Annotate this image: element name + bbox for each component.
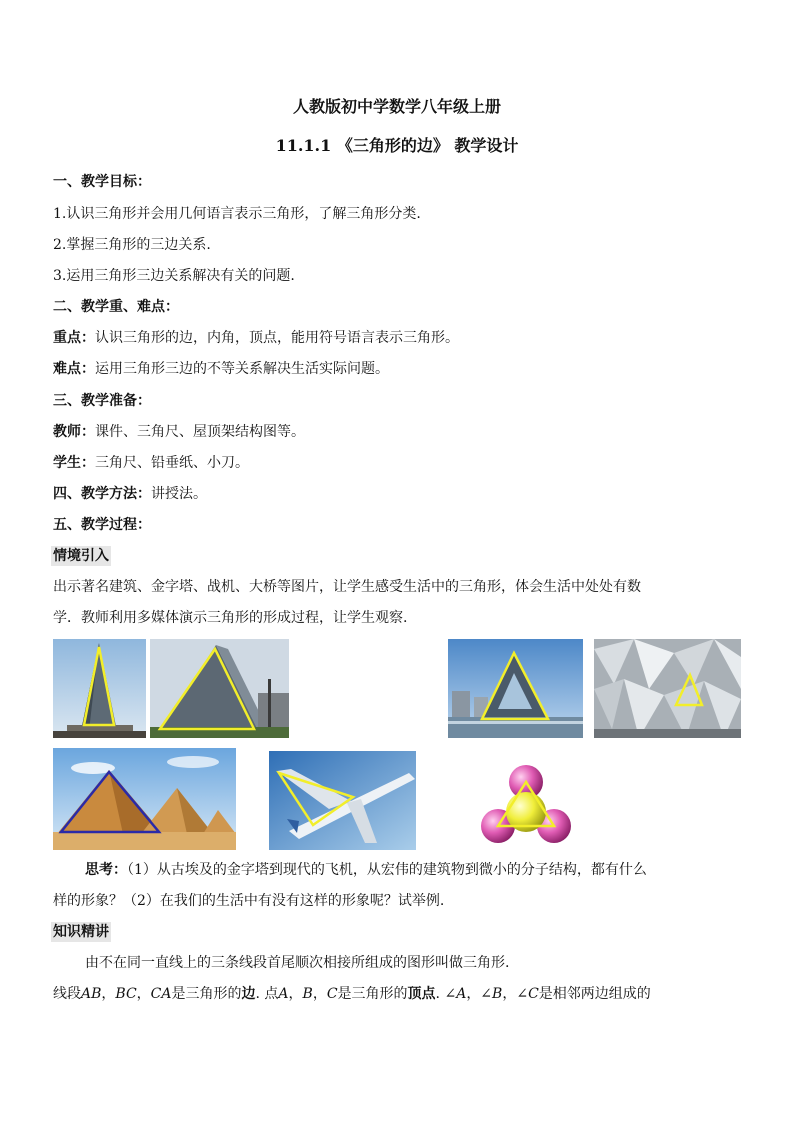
section5-heading: 五、教学过程： (53, 517, 151, 533)
hard-label: 难点： (53, 361, 95, 377)
teacher-prep (53, 422, 305, 442)
term-edge: 边 (241, 986, 256, 1002)
teacher-label: 教师： (53, 424, 95, 440)
section3-heading: 三、教学准备： (53, 393, 151, 409)
angle-b: B (492, 986, 503, 1002)
tower-photo (53, 639, 146, 738)
angle-a: A (456, 986, 467, 1002)
intro-line-1: 出示著名建筑、金字塔、战机、大桥等图片，让学生感受生活中的三角形，体会生活中处处有数 (53, 579, 641, 595)
segment-ab: AB (81, 986, 102, 1002)
point-b: B (302, 986, 313, 1002)
section2-heading: 二、教学重、难点： (53, 299, 179, 315)
section1-heading: 一、教学目标： (53, 174, 151, 190)
intro-tag: 情境引入 (53, 548, 109, 564)
teacher-text: 课件、三角尺、屋顶架结构图等。 (95, 424, 305, 440)
terms-sep-6: ，∠ (502, 986, 529, 1002)
think-text-1: （1）从古埃及的金字塔到现代的飞机，从宏伟的建筑物到微小的分子结构，都有什么 (127, 862, 647, 878)
objective-2: 2.掌握三角形的三边关系. (53, 237, 211, 253)
term-vertex: 顶点 (407, 986, 436, 1002)
terms-sep-1: ， (101, 986, 116, 1002)
section4-text: 讲授法。 (151, 486, 207, 502)
student-label: 学生： (53, 455, 95, 471)
bridge-arch-photo (448, 639, 583, 738)
terms-text-1: 线段 (53, 986, 81, 1002)
pyramids-photo (53, 748, 236, 850)
airplane-photo (269, 751, 416, 850)
facade-photo (594, 639, 741, 738)
intro-line-2: 学．教师利用多媒体演示三角形的形成过程，让学生观察. (53, 610, 408, 626)
doc-subtitle: 11.1.1 《三角形的边》 教学设计 (275, 136, 519, 155)
terms-text-5: . ∠ (435, 986, 457, 1002)
knowledge-tag: 知识精讲 (53, 924, 109, 940)
objective-1: 1.认识三角形并会用几何语言表示三角形，了解三角形分类. (53, 206, 421, 222)
segment-bc: BC (115, 986, 137, 1002)
terms-sep-3: ， (288, 986, 303, 1002)
hard-text: 运用三角形三边的不等关系解决生活实际问题。 (95, 361, 389, 377)
section4 (53, 484, 207, 504)
student-prep (53, 453, 249, 473)
terms-text-2: 是三角形的 (171, 986, 242, 1002)
point-c: C (326, 986, 338, 1002)
objective-3: 3.运用三角形三边关系解决有关的问题. (53, 268, 295, 284)
terms-text-3: . 点 (255, 986, 279, 1002)
terms-sep-5: ，∠ (466, 986, 493, 1002)
key-label: 重点： (53, 330, 95, 346)
point-a: A (278, 986, 289, 1002)
hard-point (53, 359, 389, 379)
terms-sep-2: ， (136, 986, 151, 1002)
section4-heading: 四、教学方法： (53, 486, 151, 502)
key-point (53, 328, 459, 348)
think-line-1 (85, 860, 647, 880)
terms-sep-4: ， (312, 986, 327, 1002)
doc-title: 人教版初中学数学八年级上册 (292, 97, 501, 116)
definition-line: 由不在同一直线上的三条线段首尾顺次相接所组成的图形叫做三角形. (85, 955, 510, 971)
student-text: 三角尺、铅垂纸、小刀。 (95, 455, 249, 471)
key-text: 认识三角形的边，内角，顶点，能用符号语言表示三角形。 (95, 330, 459, 346)
terms-line (53, 984, 651, 1004)
glass-building-photo (150, 639, 289, 738)
think-label: 思考： (85, 862, 127, 878)
angle-c: C (528, 986, 539, 1002)
segment-ca: CA (150, 986, 172, 1002)
molecule-image (478, 760, 574, 850)
terms-text-4: 是三角形的 (337, 986, 408, 1002)
think-line-2: 样的形象？（2）在我们的生活中有没有这样的形象呢？试举例. (53, 893, 445, 909)
terms-text-6: 是相邻两边组成的 (538, 986, 651, 1002)
